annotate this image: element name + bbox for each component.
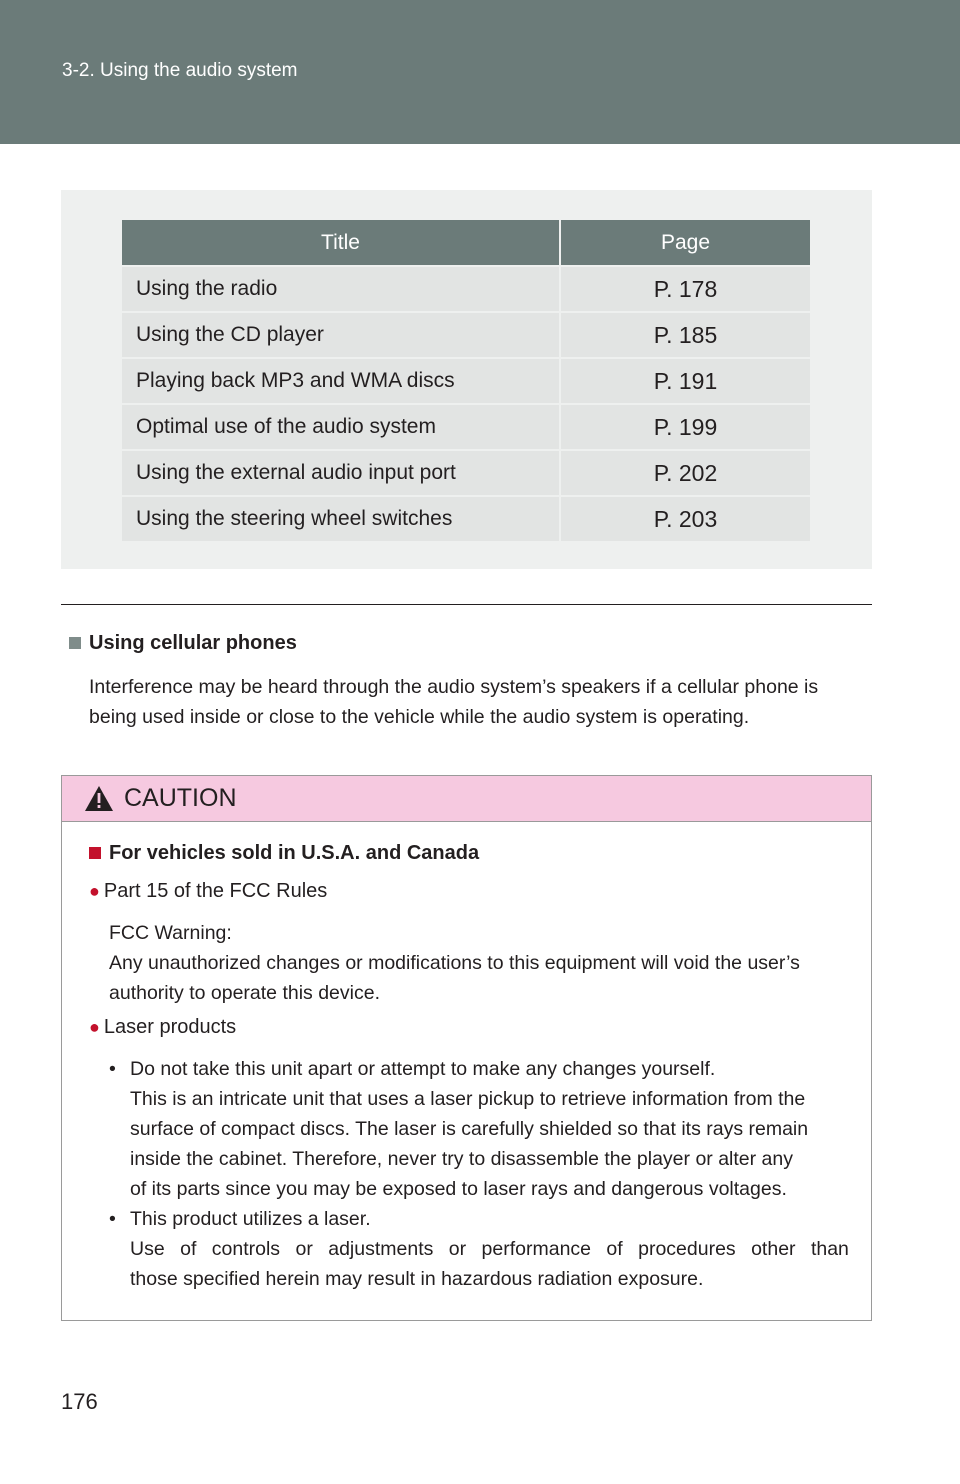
fcc-warning-text: FCC Warning: Any unauthorized changes or modifications to this equipment will void the user’s authority to operate this device. [109,922,800,1004]
caution-header [62,776,871,822]
table-row [122,266,810,312]
toc-row-page: P. 191 [560,358,810,404]
caution-label: CAUTION [124,784,237,812]
table-row [122,358,810,404]
page-number: 176 [61,1389,98,1414]
note-heading: Using cellular phones [69,632,297,655]
toc-row-title: Optimal use of the audio system [122,404,560,450]
caution-box [61,775,872,1321]
toc-row-title: Using the CD player [122,312,560,358]
toc-panel [61,190,872,569]
section-title: 3-2. Using the audio system [62,60,298,81]
dot-bullet-icon: • [109,1208,116,1230]
caution-item-fcc: ● Part 15 of the FCC Rules [89,880,328,902]
note-body: Interference may be heard through the audio system’s speakers if a cellular phone is being used inside or close to the vehicle while the audio system is operating. [89,676,819,728]
square-bullet-icon [89,847,101,859]
toc-row-page: P. 202 [560,450,810,496]
table-row [122,496,810,541]
warning-triangle-icon [84,785,114,812]
round-bullet-icon: ● [89,1017,100,1037]
toc-row-title: Playing back MP3 and WMA discs [122,358,560,404]
caution-item-laser: ● Laser products [89,1016,237,1038]
toc-table [122,220,810,541]
toc-header-row [122,220,810,266]
toc-row-page: P. 199 [560,404,810,450]
toc-row-title: Using the radio [122,266,560,312]
table-row [122,312,810,358]
caution-heading: For vehicles sold in U.S.A. and Canada [89,842,479,865]
toc-row-page: P. 185 [560,312,810,358]
square-bullet-icon [69,637,81,649]
table-row [122,450,810,496]
page-header [0,0,960,144]
toc-row-title: Using the steering wheel switches [122,496,560,541]
laser-bullet-2: • This product utilizes a laser. Use of controls or adjustments or performance of procedures other than those specified herein may result in hazardous radiation exposure. [109,1204,851,1294]
toc-row-page: P. 178 [560,266,810,312]
dot-bullet-icon: • [109,1058,116,1080]
toc-col-page: Page [560,220,810,266]
divider-rule [61,604,872,605]
table-row [122,404,810,450]
toc-row-title: Using the external audio input port [122,450,560,496]
toc-row-page: P. 203 [560,496,810,541]
laser-bullet-1: • Do not take this unit apart or attempt to make any changes yourself. This is an intricate unit that uses a laser pickup to retrieve information from the surface of compact discs. The laser is carefully shielded so that its rays remain inside the cabinet. Therefore, never try to disassemble the player or alter any of its parts since you may be exposed to laser rays and dangerous voltages. [109,1054,851,1204]
round-bullet-icon: ● [89,881,100,901]
toc-col-title: Title [122,220,560,266]
